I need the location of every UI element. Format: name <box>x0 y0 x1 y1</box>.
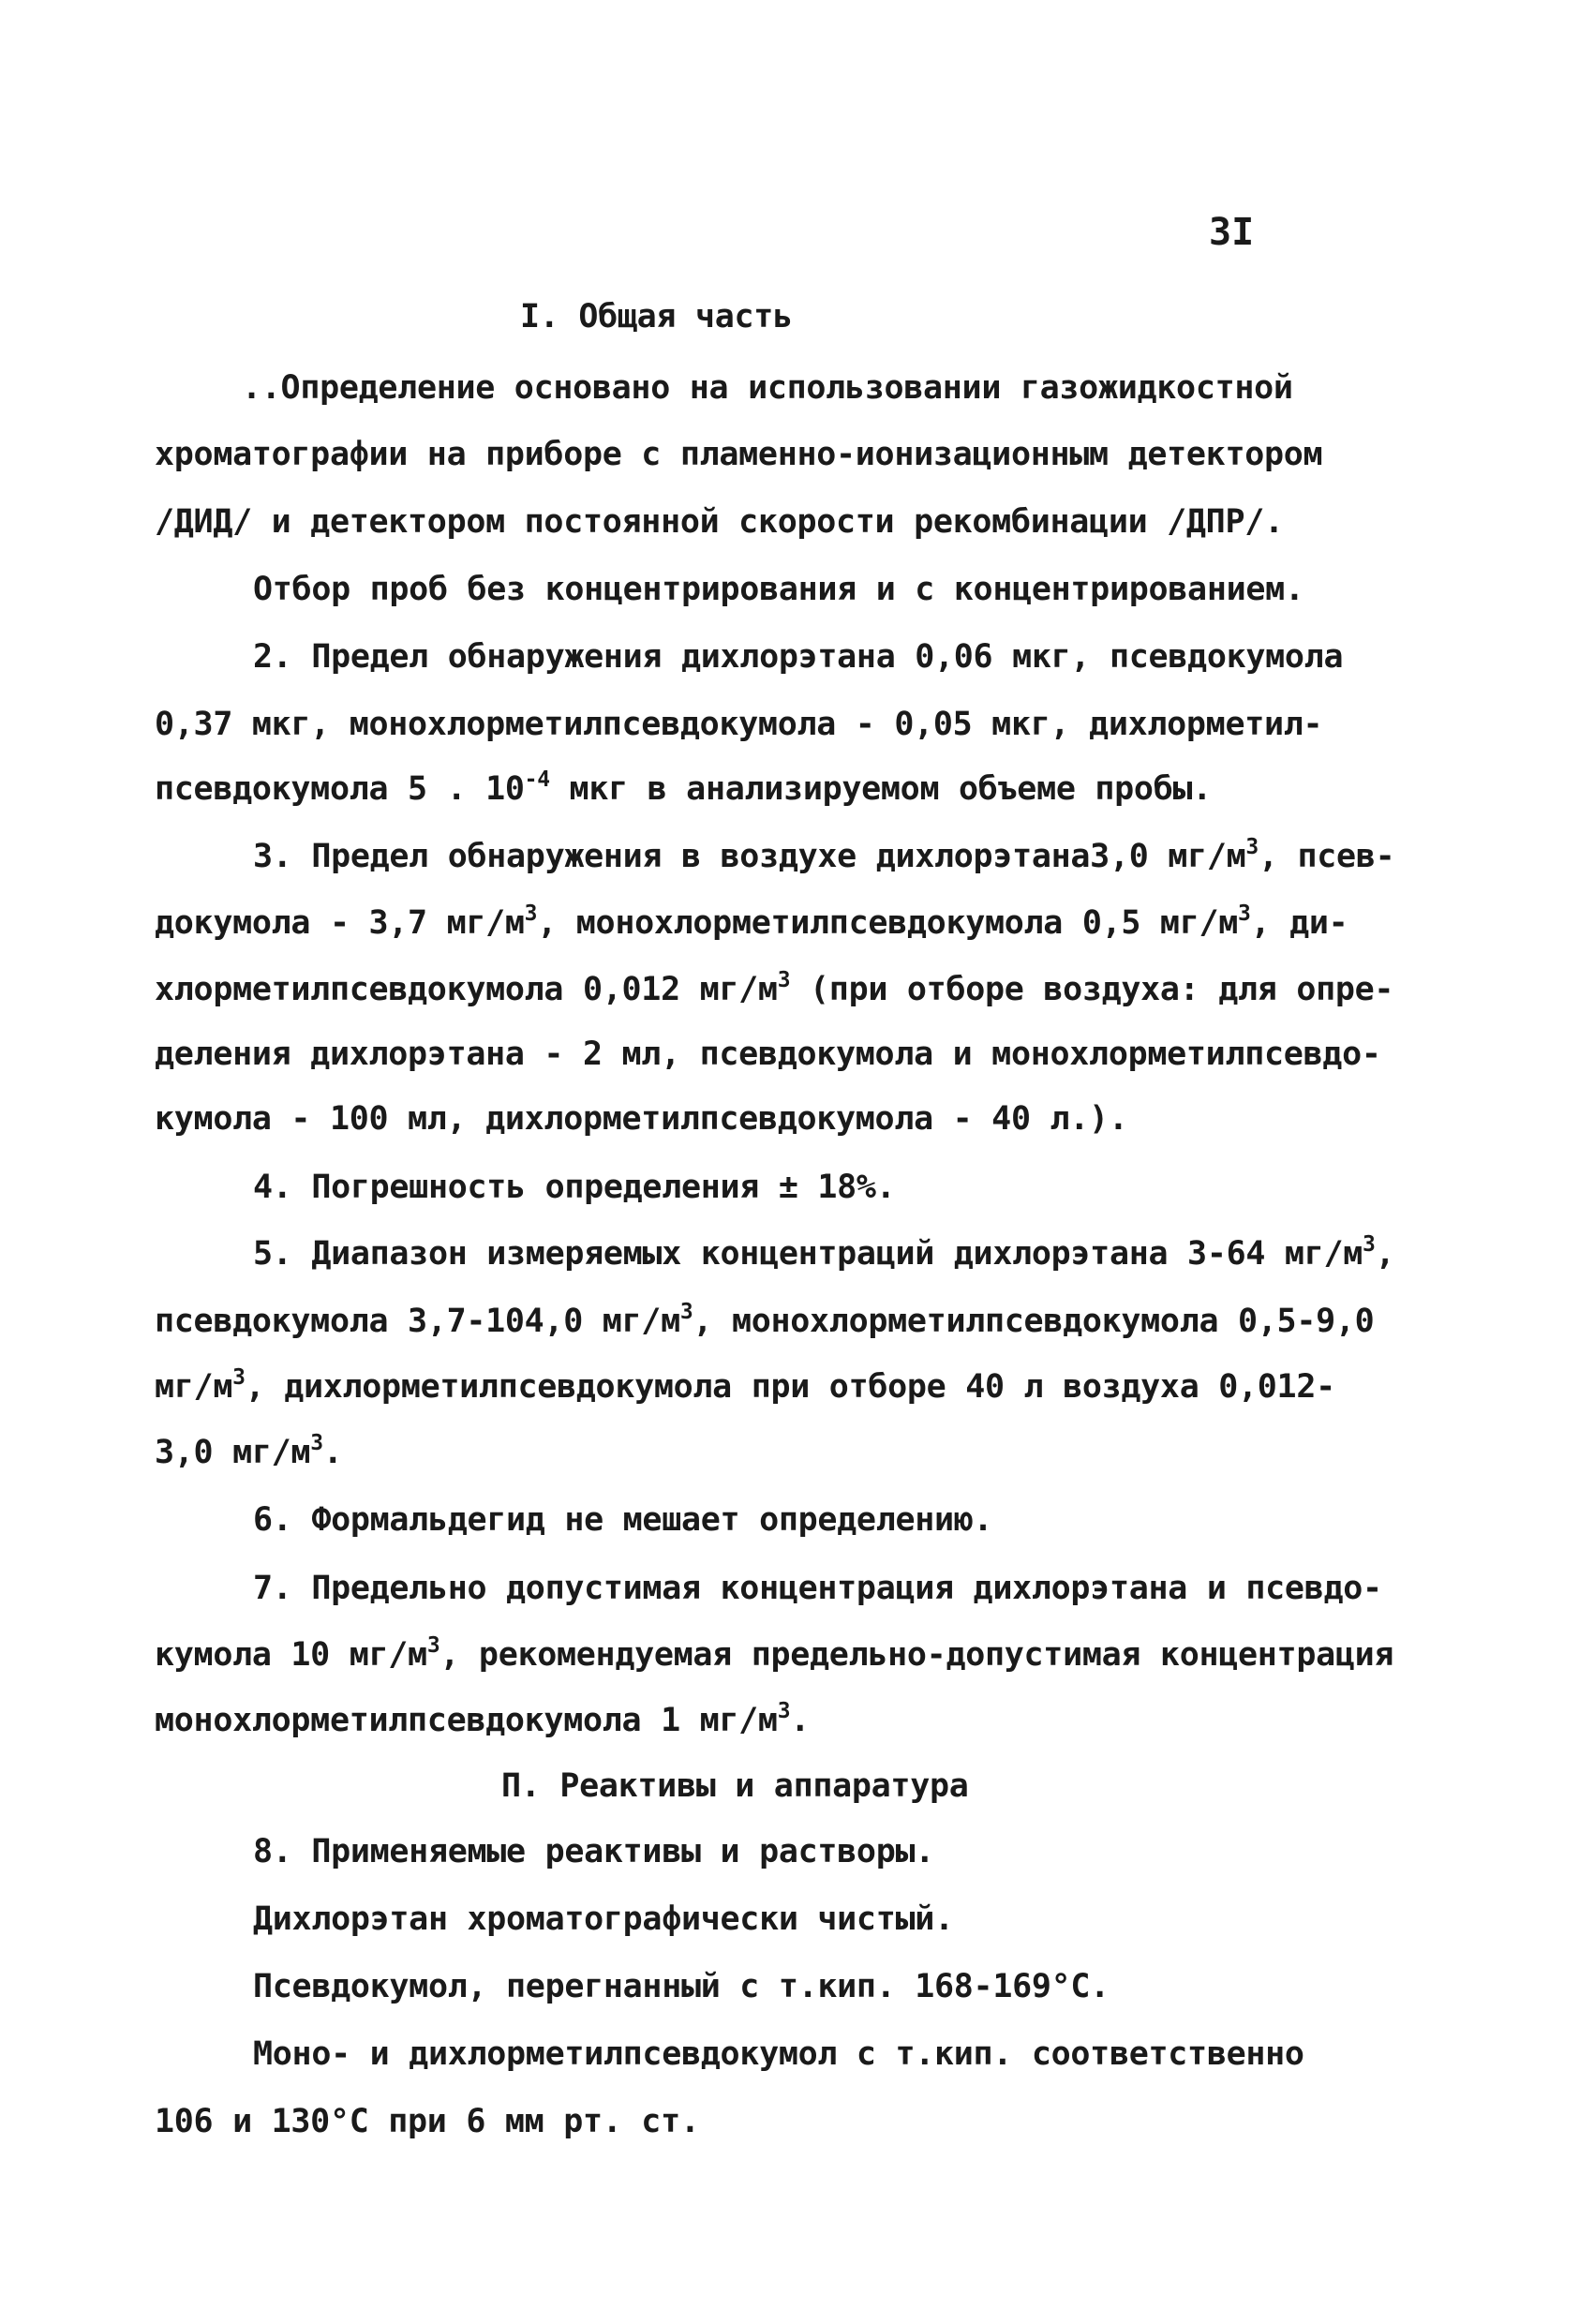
paragraph-line: деления дихлорэтана - 2 мл, псевдокумола и монохлорметилпсевдо- <box>155 1035 1381 1073</box>
paragraph-line: 106 и 130°С при 6 мм рт. ст. <box>155 2103 700 2140</box>
paragraph-line: Отбор проб без концентрирования и с концентрированием. <box>253 571 1304 608</box>
paragraph-line: хлорметилпсевдокумола 0,012 $мг/м^3$ (при отборе воздуха: для опре- <box>155 968 1394 1008</box>
paragraph-line: $мг/м^3$, дихлорметилпсевдокумола при отборе 40 л воздуха 0,012- <box>155 1365 1335 1406</box>
paragraph-line: 5. Диапазон измеряемых концентраций дихлорэтана 3-64 $мг/м^3$, <box>253 1232 1395 1273</box>
paragraph-line: Моно- и дихлорметилпсевдокумол с т.кип. соответственно <box>253 2035 1304 2073</box>
paragraph-line: 4. Погрешность определения ± 18%. <box>253 1169 896 1206</box>
page-number: 3I <box>1209 211 1255 254</box>
paragraph-line: кумола 10 $мг/м^3$, рекомендуемая предельно-допустимая концентрация <box>155 1633 1394 1674</box>
paragraph-line: 8. Применяемые реактивы и растворы. <box>253 1833 935 1870</box>
paragraph-line: псевдокумола 3,7-104,0 $мг/м^3$, монохлорметилпсевдокумола 0,5-9,0 <box>155 1300 1375 1340</box>
paragraph-line: 6. Формальдегид не мешает определению. <box>253 1501 993 1539</box>
paragraph-line: монохлорметилпсевдокумола 1 $мг/м^3$. <box>155 1699 811 1739</box>
paragraph-line: докумола - 3,7 $мг/м^3$, монохлорметилпсевдокумола 0,5 $мг/м^3$, ди- <box>155 901 1348 942</box>
paragraph-line: 3,0 $мг/м^3$. <box>155 1431 343 1471</box>
paragraph-line: кумола - 100 мл, дихлорметилпсевдокумола - 40 л.). <box>155 1100 1128 1138</box>
paragraph-line: 0,37 мкг, монохлорметилпсевдокумола - 0,05 мкг, дихлорметил- <box>155 706 1323 743</box>
paragraph-line: хроматографии на приборе с пламенно-ионизационным детектором <box>155 436 1323 473</box>
section-title-reagents: П. Реактивы и аппаратура <box>501 1767 969 1805</box>
section-title-general: I. Общая часть <box>520 298 793 335</box>
paragraph-line: ..Определение основано на использовании газожидкостной <box>242 369 1293 407</box>
paragraph-line: псевдокумола 5 . $10^{-4}$ мкг в анализируемом объеме пробы. <box>155 767 1213 808</box>
paragraph-line: /ДИД/ и детектором постоянной скорости рекомбинации /ДПР/. <box>155 503 1284 541</box>
paragraph-line: Дихлорэтан хроматографически чистый. <box>253 1900 954 1938</box>
paragraph-line: Псевдокумол, перегнанный с т.кип. 168-169°С. <box>253 1968 1110 2005</box>
paragraph-line: 3. Предел обнаружения в воздухе дихлорэтана3,0 $мг/м^3$, псев- <box>253 835 1395 875</box>
paragraph-line: 7. Предельно допустимая концентрация дихлорэтана и псевдо- <box>253 1570 1382 1607</box>
paragraph-line: 2. Предел обнаружения дихлорэтана 0,06 мкг, псевдокумола <box>253 638 1344 676</box>
